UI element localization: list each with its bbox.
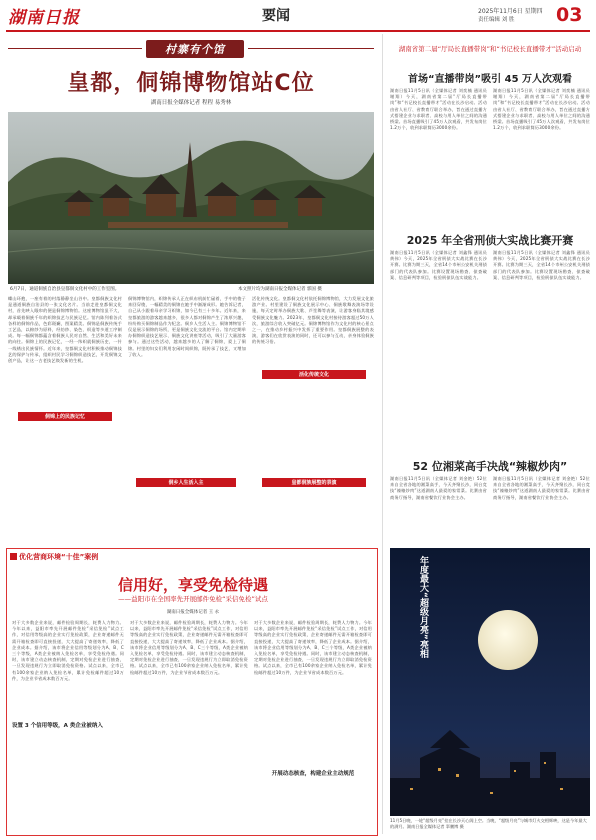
feature-subhead-4: 皇都侗族展整的表演 <box>262 478 366 487</box>
story1-kicker: 湖南省第二届“厅局长直播带岗”和“书记校长直播带才”活动启动 <box>398 45 582 53</box>
newspaper-logo: 湖南日报 <box>8 8 80 28</box>
section-name: 要闻 <box>262 8 290 24</box>
photo-credit: 本文照片均为湖南日报全媒体记者 郭国 摄 <box>238 287 322 292</box>
photo-caption: 6月7日，通道侗族自治县皇都侗文化村中的工作室图。 <box>10 287 120 292</box>
story3-body-col-1: 湖南日报11月5日讯（全媒体记者 刘金艳）52位来自全省各地的湘菜高手，今天齐聚长沙，同台竞技“辣椒炒肉”这道湖南人最爱的家常菜。比赛由省商务厅指导，湖南省餐饮行业协会主办。 <box>390 476 487 500</box>
story2-headline: 2025 年全省刑侦大实战比赛开赛 <box>406 234 574 247</box>
promo-headline: 信用好，享受免检待遇 <box>117 576 268 594</box>
issue-date: 2025年11月6日 星期四 <box>478 8 543 15</box>
promo-label <box>10 552 98 562</box>
banner-rule-left <box>8 48 142 49</box>
story1-headline: 首场“直播带岗”吸引 45 万人次观看 <box>407 74 573 85</box>
village-photo <box>8 112 374 284</box>
feature-subhead-1: 侗锦上的民族记忆 <box>18 412 112 421</box>
promo-body-col-3: 对于大多数企业来说，邮件检验周期长，耗费人力物力。今年以来，益阳市率先开展邮件免检“采信免检”试点工作，对信用等级高的企业实行免检政策，企业寄递邮件无需开箱检查即可直接投递，大大提高了寄递效率，降低了企业成本。据介绍，该市将企业信用等级划分为A、B、C三个等级，A类企业被纳入免检名单，享受免检待遇。同时，该市建立动态核查机制，定期对免检企业进行抽查，一旦发现违规行为立即取消免检资格。试点以来，全市已有100余家企业纳入免检名单，累计免检邮件超过10万件，为企业节省成本数百万元。 <box>254 620 372 675</box>
feature-subhead-2: 侗乡人生活入主 <box>136 478 236 487</box>
promo-body-col-1: 对于大多数企业来说，邮件检验周期长，耗费人力物力。今年以来，益阳市率先开展邮件免检“采信免检”试点工作，对信用等级高的企业实行免检政策，企业寄递邮件无需开箱检查即可直接投递，大大提高了寄递效率，降低了企业成本。据介绍，该市将企业信用等级划分为A、B、C三个等级，A类企业被纳入免检名单，享受免检待遇。同时，该市建立动态核查机制，定期对免检企业进行抽查，一旦发现违规行为立即取消免检资格。试点以来，全市已有100余家企业纳入免检名单，累计免检邮件超过10万件，为企业节省成本数百万元。 <box>12 620 124 681</box>
story1-body-col-2: 湖南日报11月5日讯（全媒体记者 刘奕楠 通讯员 谢翔）今天，湖南省第二届“厅局长直播带岗”和“书记校长直播带才”活动在长沙启动。活动由省人社厅、省教育厅联合举办，旨在通过直播方式搭建企业与求职者、高校与用人单位之间的沟通桥梁。首场直播吸引了45万人次观看，共发布岗位1.2万个，收到求职简历3000余份。 <box>493 88 590 131</box>
village-photo-illustration <box>8 112 374 284</box>
story2-body-col-2: 湖南日报11月5日讯（全媒体记者 刘鑫锋 通讯员 黄伟）今天，2025年全省刑侦大实战比赛在长沙开赛。比赛为期三天，全省14个市州公安机关刑侦部门的代表队参加。比赛设置现场勘查、侦查破案、信息研判等项目，检验刑侦队伍实战能力。 <box>493 250 590 280</box>
masthead <box>0 0 596 30</box>
promo-body-col-2: 对于大多数企业来说，邮件检验周期长，耗费人力物力。今年以来，益阳市率先开展邮件免检“采信免检”试点工作，对信用等级高的企业实行免检政策，企业寄递邮件无需开箱检查即可直接投递，大大提高了寄递效率，降低了企业成本。据介绍，该市将企业信用等级划分为A、B、C三个等级，A类企业被纳入免检名单，享受免检待遇。同时，该市建立动态核查机制，定期对免检企业进行抽查，一旦发现违规行为立即取消免检资格。试点以来，全市已有100余家企业纳入免检名单，累计免检邮件超过10万件，为企业节省成本数百万元。 <box>130 620 248 675</box>
promo-byline: 湖南日报全媒体记者 王 永 <box>166 610 220 615</box>
promo-label-text: 优化营商环境“十佳”案例 <box>19 553 99 561</box>
column-banner <box>8 40 374 58</box>
square-bullet-icon <box>10 553 17 560</box>
poster-title: 年度最大“超级月亮”亮相 <box>418 556 428 658</box>
column-divider <box>382 34 383 834</box>
feature-body-col-2: 侗锦博物馆内，织锦传承人正在织布机前忙碌着，手中的梭子来回穿梭，一幅精美的侗锦在她手中渐渐成形。她告诉记者，自己从小跟着母亲学习织锦，如今已有三十多年。近年来，来皇都旅游的游客越来越多，很多人都对侗锦产生了浓厚兴趣，纷纷购买侗锦制品作为纪念。侗乡人生活入主。侗锦博物馆不仅是展示侗锦的场所，更是侗族文化交流的平台。馆内定期举办侗锦织造技艺展示、侗族文化讲座等活动，吸引了大量游客参与。通过这些活动，越来越多的人了解了侗锦，爱上了侗锦。村里的妇女们利用农闲时间织锦，既传承了技艺，又增加了收入。 <box>128 296 246 357</box>
column-badge-label: 村寨有个馆 <box>165 43 225 56</box>
story3-headline: 52 位湘菜高手决战“辣椒炒肉” <box>412 460 568 473</box>
page-number: 03 <box>556 4 583 26</box>
promo-subhead-1: 设置 3 个信用等级，A 类企业被纳入 <box>12 722 124 730</box>
story2-body-col-1: 湖南日报11月5日讯（全媒体记者 刘鑫锋 通讯员 黄伟）今天，2025年全省刑侦大实战比赛在长沙开赛。比赛为期三天，全省14个市州公安机关刑侦部门的代表队参加。比赛设置现场勘查、侦查破案、信息研判等项目，检验刑侦队伍实战能力。 <box>390 250 487 280</box>
feature-body-col-3: 活化传统文化。皇都侗文化村依托侗锦博物馆，大力发展文化旅游产业。村里建设了侗族文化展示中心、侗族歌舞表演场等设施，每天定时举办侗族大歌、芦笙舞等表演，让游客身临其境感受侗族文化魅力。2023年，皇都侗文化村接待游客超过50万人次，旅游综合收入突破亿元。侗锦博物馆作为文化村的核心景点之一，在推动乡村振兴中发挥了重要作用。皇都侗族展整的表演，游客们在欣赏表演的同时，还可以参与互动，亲身体验侗族的传统习俗。 <box>252 296 374 345</box>
promo-subhead-2: 开展动态核查，构建企业主动规范 <box>254 770 372 778</box>
issue-editor: 责任编辑 刘 胜 <box>478 17 515 23</box>
header-rule <box>6 30 590 32</box>
feature-subhead-3: 活化传统文化 <box>262 370 366 379</box>
feature-byline: 湖南日报全媒体记者 程程 易秀林 <box>150 100 232 106</box>
feature-body-col-1: 蝶山环抱，一座有着的村落静静坐山谷中。皇都侗族文化村是通道侗族自治县的一张文化名片。当前走进皇都侗文化村，首先映入眼帘的便是侗锦博物馆。这座博物馆虽不大，却承载着侗族千年的织锦技艺与民族记忆。馆内陈列着各式各样的侗锦作品，色彩斑斓，图案精美。侗锦是侗族传统手工艺品，以棉纱为原料，经纺纱、染色、织造等多道工序制成。每一幅侗锦都蕴含着侗族人民对自然、生活和美好未来的向往。侗锦上的民族记忆，一经一纬织就侗族历史，一针一线绣出民族情怀。近年来，皇都侗文化村积极推动侗锦技艺的保护与传承，组织村民学习侗锦织造技艺，开发侗锦文创产品，让这一古老技艺焕发新的生机。 <box>8 296 122 364</box>
poster-caption: 11月5日晚，一轮“超级月亮”挂在长沙天心阁上空。当晚，“超级月亮”与城市灯火交相辉映，这是今年最大的满月。湖南日报全媒体记者 辜鹏博 摄 <box>390 818 587 829</box>
promo-subhead: ——益阳市在全国率先开展邮件免检“采信免检”试点 <box>118 595 268 603</box>
feature-headline: 皇都，侗锦博物馆站C位 <box>67 71 315 96</box>
story3-body-col-2: 湖南日报11月5日讯（全媒体记者 刘金艳）52位来自全省各地的湘菜高手，今天齐聚长沙，同台竞技“辣椒炒肉”这道湖南人最爱的家常菜。比赛由省商务厅指导，湖南省餐饮行业协会主办。 <box>493 476 590 500</box>
column-badge <box>146 40 244 58</box>
story1-body-col-1: 湖南日报11月5日讯（全媒体记者 刘奕楠 通讯员 谢翔）今天，湖南省第二届“厅局长直播带岗”和“书记校长直播带才”活动在长沙启动。活动由省人社厅、省教育厅联合举办，旨在通过直播方式搭建企业与求职者、高校与用人单位之间的沟通桥梁。首场直播吸引了45万人次观看，共发布岗位1.2万个，收到求职简历3000余份。 <box>390 88 487 131</box>
banner-rule-right <box>248 48 374 49</box>
